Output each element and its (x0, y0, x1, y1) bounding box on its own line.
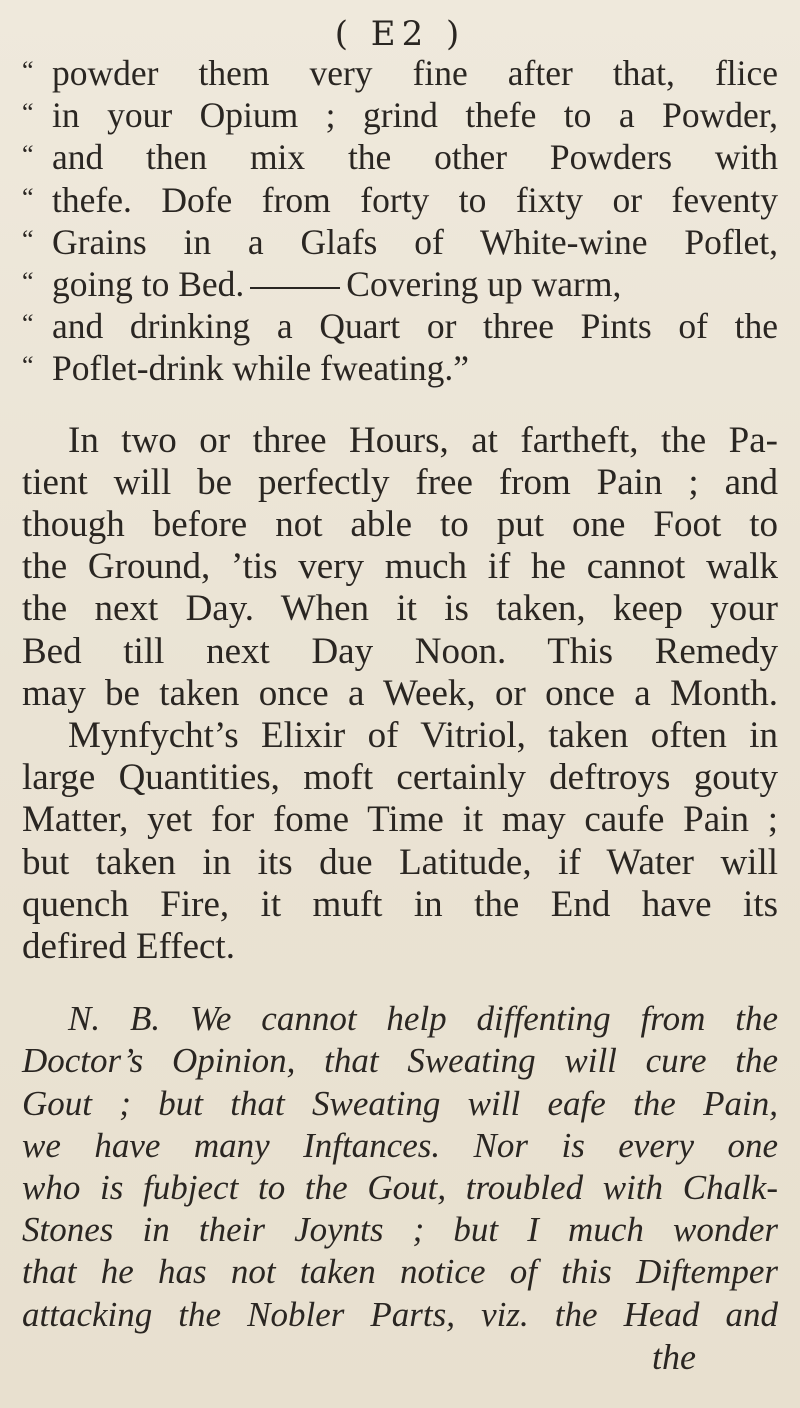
para1-line-7: may be taken once a Week, or once a Month. (22, 673, 778, 714)
nb-line-1: N. B. We cannot help diffenting from the (68, 999, 778, 1038)
quote-mark: “ (22, 140, 34, 169)
para2-line-2: large Quantities, moft certainly deftroys gouty (22, 757, 778, 798)
para1-line-1: In two or three Hours, at fartheft, the Pa- (68, 420, 778, 461)
nb-line-8: attacking the Nobler Parts, viz. the Head and (22, 1295, 778, 1334)
nb-line-6: Stones in their Joynts ; but I much wonder (22, 1210, 778, 1249)
catchword: the (652, 1337, 696, 1377)
nb-line-4: we have many Inftances. Nor is every one (22, 1126, 778, 1165)
nb-line-2: Doctor’s Opinion, that Sweating will cure the (22, 1041, 778, 1080)
nb-line-3: Gout ; but that Sweating will eafe the Pain, (22, 1084, 778, 1123)
page-number-header: ( E2 ) (334, 14, 466, 54)
nb-line-7: that he has not taken notice of this Diftemper (22, 1252, 778, 1291)
quote-line-4: “ thefe. Dofe from forty to fixty or feventy (22, 179, 778, 221)
para1-line-3: though before not able to put one Foot to (22, 504, 778, 545)
para2-line-6: defired Effect. (22, 926, 235, 967)
para2-line-1: Mynfycht’s Elixir of Vitriol, taken often in (68, 715, 778, 756)
para1-line-5: the next Day. When it is taken, keep your (22, 588, 778, 629)
quote-mark: “ (22, 56, 34, 85)
quote-line-7: “ and drinking a Quart or three Pints of the (22, 305, 778, 347)
dash-rule (250, 287, 340, 289)
quote-line-5: “ Grains in a Glafs of White-wine Poflet, (22, 221, 778, 263)
nb-line-5: who is fubject to the Gout, troubled with Chalk- (22, 1168, 778, 1207)
quote-line-3: “ and then mix the other Powders with (22, 136, 778, 178)
para2-line-4: but taken in its due Latitude, if Water will (22, 842, 778, 883)
quote-mark: “ (22, 351, 34, 380)
quote-mark: “ (22, 267, 34, 296)
para2-line-5: quench Fire, it muft in the End have its (22, 884, 778, 925)
quote-line-8: “ Poflet-drink while fweating.” (22, 347, 778, 389)
quote-line-1: “ powder them very fine after that, flice (22, 52, 778, 94)
para1-line-2: tient will be perfectly free from Pain ; and (22, 462, 778, 503)
quote-line-2: “ in your Opium ; grind thefe to a Powder, (22, 94, 778, 136)
para1-line-6: Bed till next Day Noon. This Remedy (22, 631, 778, 672)
quote-mark: “ (22, 225, 34, 254)
quote-mark: “ (22, 309, 34, 338)
para2-line-3: Matter, yet for fome Time it may caufe Pain ; (22, 799, 778, 840)
para1-line-4: the Ground, ’tis very much if he cannot walk (22, 546, 778, 587)
quote-mark: “ (22, 98, 34, 127)
quote-mark: “ (22, 183, 34, 212)
quote-line-6: “ going to Bed. Covering up warm, (22, 263, 778, 305)
